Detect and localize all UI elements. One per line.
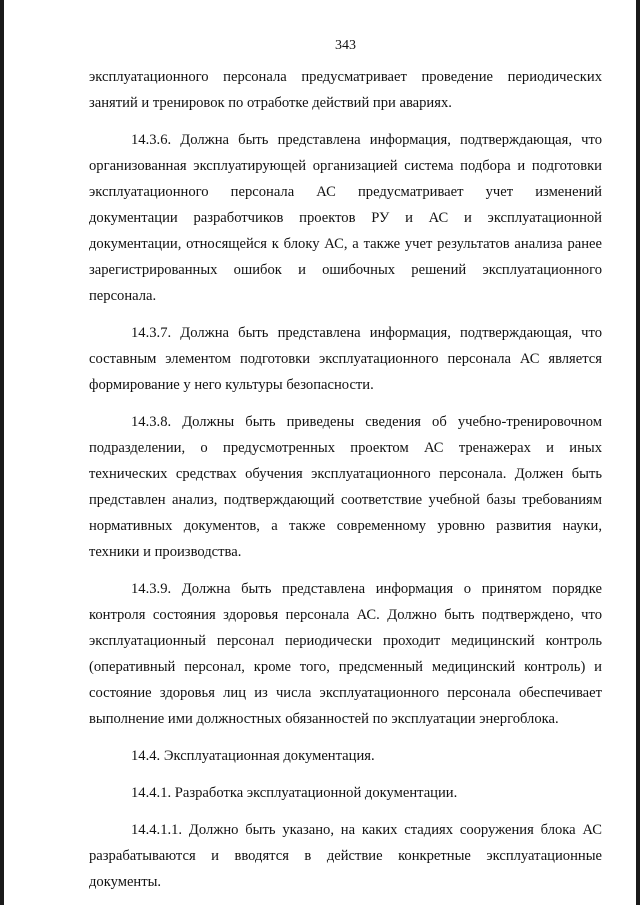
paragraph-14-3-6: 14.3.6. Должна быть представлена информация, подтверждающая, что организованная эксплуатирующей организацией система подбора и подготовки эксплуатационного персонала АС предусматривает учет изменений документации разработчиков проектов РУ и АС и эксплуатационной документации, относящейся к блоку АС, а также учет результатов анализа ранее зарегистрированных ошибок и ошибочных решений эксплуатационного персонала. — [89, 132, 602, 304]
paragraph-14-3-8: 14.3.8. Должны быть приведены сведения об учебно-тренировочном подразделении, о предусмотренных проектом АС тренажерах и иных технических средствах обучения эксплуатационного персонала. Должен быть представлен анализ, подтверждающий соответствие учебной базы требованиям нормативных документов, а также современному уровню развития науки, техники и производства. — [89, 414, 602, 560]
heading-14-4-1: 14.4.1. Разработка эксплуатационной документации. — [131, 785, 458, 801]
paragraph-14-3-9: 14.3.9. Должна быть представлена информация о принятом порядке контроля состояния здоровья персонала АС. Должно быть подтверждено, что эксплуатационный персонал периодически проходит медицинский контроль (оперативный персонал, кроме того, предсменный медицинский контроль) и состояние здоровья лиц из числа эксплуатационного персонала обеспечивает выполнение ими должностных обязанностей по эксплуатации энергоблока. — [89, 581, 602, 727]
scan-border-right — [636, 0, 640, 905]
paragraph-14-3-7: 14.3.7. Должна быть представлена информация, подтверждающая, что составным элементом подготовки эксплуатационного персонала АС является формирование у него культуры безопасности. — [89, 325, 602, 393]
page-number: 343 — [335, 38, 356, 53]
document-page — [89, 38, 602, 895]
scan-border-left — [0, 0, 4, 905]
heading-14-4: 14.4. Эксплуатационная документация. — [131, 748, 375, 764]
paragraph-14-4-1-1: 14.4.1.1. Должно быть указано, на каких стадиях сооружения блока АС разрабатываются и вводятся в действие конкретные эксплуатационные документы. — [89, 822, 602, 890]
paragraph-continuation: эксплуатационного персонала предусматривает проведение периодических занятий и тренировок по отработке действий при авариях. — [89, 69, 602, 111]
